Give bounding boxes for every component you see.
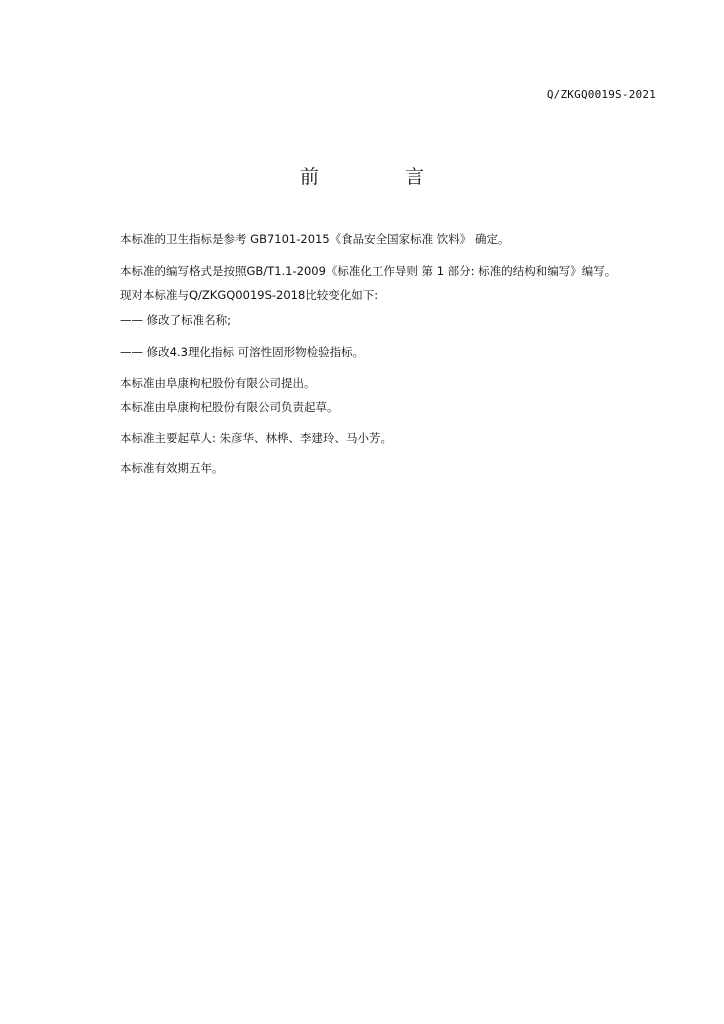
paragraph-hygiene-reference: 本标准的卫生指标是参考 GB7101-2015《食品安全国家标准 饮料》 确定。 — [120, 232, 510, 246]
paragraph-format-reference: 本标准的编写格式是按照GB/T1.1-2009《标准化工作导则 第 1 部分: 标准的结构和编写》编写。 — [120, 264, 617, 278]
list-item-change-name: —— 修改了标准名称; — [120, 313, 232, 327]
paragraph-changes-intro: 现对本标准与Q/ZKGQ0019S-2018比较变化如下: — [120, 288, 379, 302]
paragraph-proposer: 本标准由阜康枸杞股份有限公司提出。 — [120, 376, 316, 390]
paragraph-validity: 本标准有效期五年。 — [120, 461, 224, 475]
standard-code: Q/ZKGQ0019S-2021 — [546, 88, 656, 101]
list-item-change-indicator: —— 修改4.3理化指标 可溶性固形物检验指标。 — [120, 345, 365, 359]
paragraph-drafters: 本标准主要起草人: 朱彦华、林桦、李建玲、马小芳。 — [120, 431, 393, 445]
paragraph-drafter-org: 本标准由阜康枸杞股份有限公司负责起草。 — [120, 400, 339, 414]
page-title: 前 言 — [299, 166, 465, 188]
